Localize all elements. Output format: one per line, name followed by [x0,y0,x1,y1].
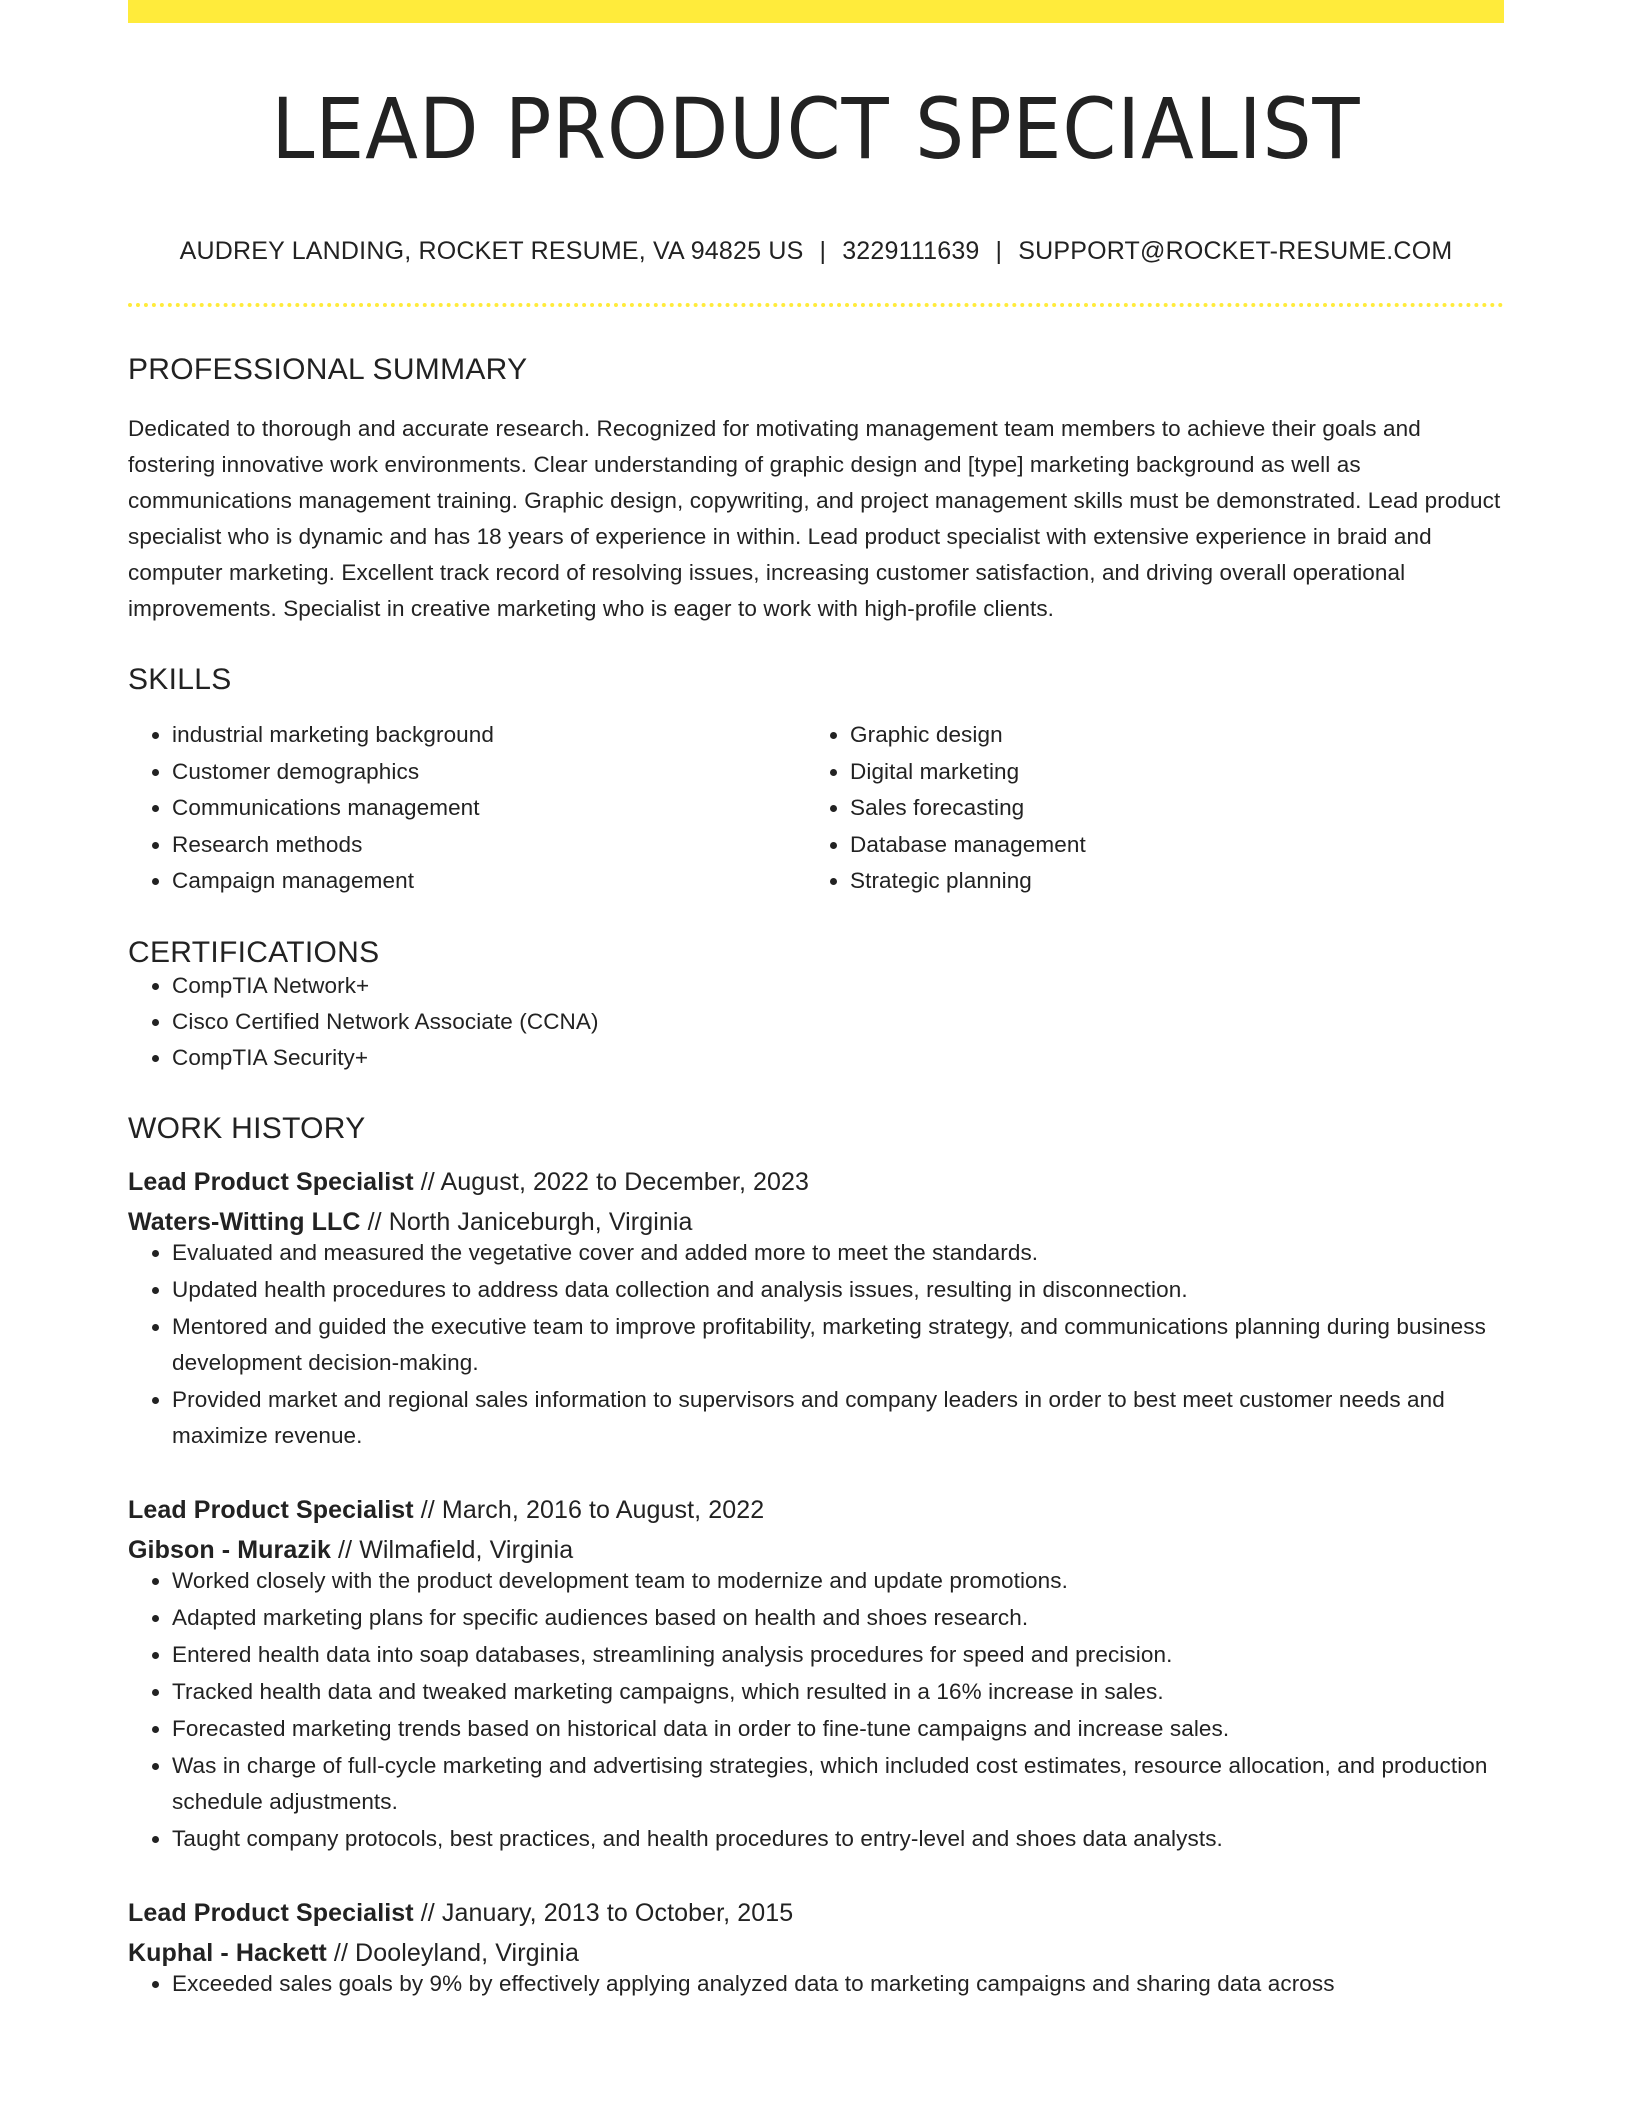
skills-list-left [128,717,806,900]
certifications-list [128,968,1504,1076]
section-title-work-history: WORK HISTORY [128,1111,366,1145]
skills-column-right [806,717,1484,900]
dotted-divider [128,303,1504,307]
job-company: Kuphal - Hackett [128,1938,327,1967]
section-title-skills: SKILLS [128,663,232,696]
contact-separator: | [995,237,1003,265]
job-duty-item: • Exceeded sales goals by 9% by effectively applying analyzed data to marketing campaigns and sharing data across [172,1966,1504,2002]
certification-item: • CompTIA Network+ [172,968,1504,1004]
certification-item: • CompTIA Security+ [172,1040,1504,1076]
skill-item: • industrial marketing background [172,717,806,754]
contact-separator: | [819,237,827,265]
contact-line [128,239,1504,264]
job-duty-item: • Provided market and regional sales information to supervisors and company leaders in order to best meet customer needs and maximize revenue. [172,1382,1504,1454]
job-company-line [128,1938,1504,1967]
skills-column-left [128,717,806,900]
skill-item: • Sales forecasting [850,790,1484,827]
skill-item: • Research methods [172,827,806,864]
skills-grid [128,717,1504,900]
job-role: Lead Product Specialist [128,1167,414,1196]
resume-page [128,0,1504,2002]
job-location: // North Janiceburgh, Virginia [360,1207,693,1236]
summary-text: Dedicated to thorough and accurate research. Recognized for motivating management team members to achieve their goals and fostering innovative work environments. Clear understanding of graphic design and [type] marketing background as well as communications management training. Graphic design, copywriting, and project management skills must be demonstrated. Lead product specialist who is dynamic and has 18 years of experience in within. Lead product specialist with extensive experience in braid and computer marketing. Excellent track record of resolving issues, increasing customer satisfaction, and driving overall operational improvements. Specialist in creative marketing who is eager to work with high-profile clients. [128,416,1501,621]
job-entry [128,1167,1504,1454]
resume-title: LEAD PRODUCT SPECIALIST [271,80,1361,178]
skill-item: • Customer demographics [172,754,806,791]
contact-address: AUDREY LANDING, ROCKET RESUME, VA 94825 US [179,237,804,265]
certification-item: • Cisco Certified Network Associate (CCNA) [172,1004,1504,1040]
job-duty-item: • Entered health data into soap databases, streamlining analysis procedures for speed and precision. [172,1637,1504,1673]
skill-item: • Graphic design [850,717,1484,754]
job-entry [128,1898,1504,2002]
job-entry [128,1495,1504,1857]
skill-item: • Communications management [172,790,806,827]
skill-item: • Database management [850,827,1484,864]
job-dates: // January, 2013 to October, 2015 [413,1898,794,1927]
job-company-line [128,1535,1504,1564]
job-company: Waters-Witting LLC [128,1207,361,1236]
job-role-line [128,1898,1504,1927]
job-duties-list [128,1563,1504,1857]
skill-item: • Strategic planning [850,863,1484,900]
job-duty-item: • Adapted marketing plans for specific audiences based on health and shoes research. [172,1600,1504,1636]
job-dates: // August, 2022 to December, 2023 [413,1167,810,1196]
job-duties-list [128,1235,1504,1454]
job-location: // Wilmafield, Virginia [331,1535,574,1564]
job-duty-item: • Taught company protocols, best practices, and health procedures to entry-level and shoes data analysts. [172,1821,1504,1857]
job-dates: // March, 2016 to August, 2022 [413,1495,765,1524]
job-role-line [128,1495,1504,1524]
section-title-summary: PROFESSIONAL SUMMARY [128,353,528,386]
contact-email: SUPPORT@ROCKET-RESUME.COM [1018,237,1453,265]
job-duty-item: • Tracked health data and tweaked marketing campaigns, which resulted in a 16% increase in sales. [172,1674,1504,1710]
job-company-line [128,1207,1504,1236]
job-role-line [128,1167,1504,1196]
job-location: // Dooleyland, Virginia [326,1938,579,1967]
job-duty-item: • Forecasted marketing trends based on historical data in order to fine-tune campaigns and increase sales. [172,1711,1504,1747]
job-duty-item: • Worked closely with the product development team to modernize and update promotions. [172,1563,1504,1599]
job-duty-item: • Updated health procedures to address data collection and analysis issues, resulting in disconnection. [172,1272,1504,1308]
skills-list-right [806,717,1484,900]
job-role: Lead Product Specialist [128,1898,414,1927]
job-duties-list [128,1966,1504,2002]
section-title-certifications: CERTIFICATIONS [128,935,380,969]
job-duty-item: • Was in charge of full-cycle marketing and advertising strategies, which included cost estimates, resource allocation, and production schedule adjustments. [172,1748,1504,1820]
top-accent-bar [128,0,1504,23]
job-company: Gibson - Murazik [128,1535,332,1564]
job-role: Lead Product Specialist [128,1495,414,1524]
job-duty-item: • Evaluated and measured the vegetative cover and added more to meet the standards. [172,1235,1504,1271]
skill-item: • Digital marketing [850,754,1484,791]
skill-item: • Campaign management [172,863,806,900]
job-duty-item: • Mentored and guided the executive team to improve profitability, marketing strategy, and communications planning during business development decision-making. [172,1309,1504,1381]
contact-phone: 3229111639 [842,237,980,265]
